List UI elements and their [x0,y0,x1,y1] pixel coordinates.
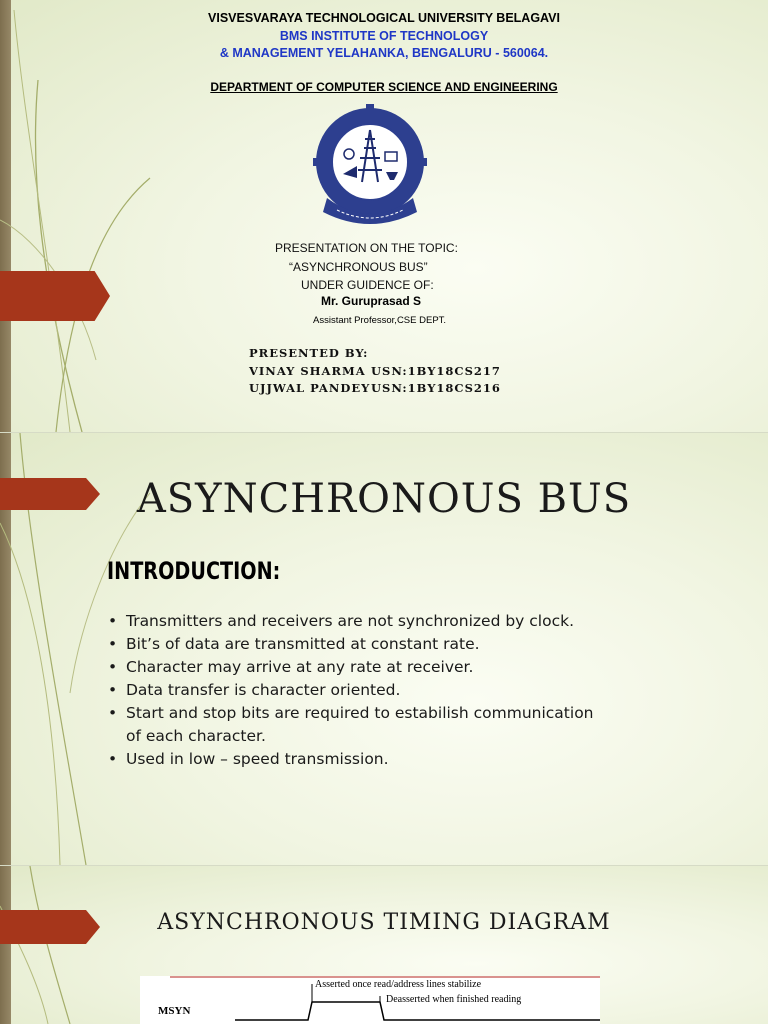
university-name: VISVESVARAYA TECHNOLOGICAL UNIVERSITY BELAGAVI [208,11,560,25]
institute-name: BMS INSTITUTE OF TECHNOLOGY [279,29,489,43]
list-item: • Used in low – speed transmission. [108,748,608,771]
diagram-annotation: Deasserted when finished reading [386,994,522,1005]
topic-intro: PRESENTATION ON THE TOPIC: [275,241,458,255]
accent-arrow [0,271,110,321]
presenter-usn: USN:1BY18CS217 [371,364,501,378]
presenter-row [249,381,499,395]
list-item: • Bit’s of data are transmitted at constant rate. [108,633,608,656]
section-heading: INTRODUCTION: [107,557,281,585]
list-item: • Character may arrive at any rate at receiver. [108,656,608,679]
college-emblem-icon [313,104,427,226]
list-item: • Transmitters and receivers are not synchronized by clock. [108,610,608,633]
diagram-annotation: Asserted once read/address lines stabilize [315,979,482,990]
decorative-swirls [0,866,160,1024]
bullet-list [108,610,608,771]
presenter-name: UJJWAL PANDEY [249,381,371,395]
timing-diagram [140,976,600,1024]
slide-title: ASYNCHRONOUS BUS [136,476,632,522]
topic-title: “ASYNCHRONOUS BUS” [289,260,428,274]
list-item: • Start and stop bits are required to estabilish communication of each character. [108,702,608,748]
list-item: • Data transfer is character oriented. [108,679,608,702]
signal-label: MSYN [158,1005,191,1017]
decorative-swirls [0,0,160,432]
institute-address: & MANAGEMENT YELAHANKA, BENGALURU - 560064. [219,46,549,60]
guide-designation: Assistant Professor,CSE DEPT. [313,315,447,326]
presenter-name: VINAY SHARMA [249,364,366,378]
department-name: DEPARTMENT OF COMPUTER SCIENCE AND ENGINEERING [210,80,558,94]
title-slide [0,0,768,432]
slide-title: ASYNCHRONOUS TIMING DIAGRAM [157,910,611,935]
presenter-row [249,364,499,378]
guide-name: Mr. Guruprasad S [321,294,422,308]
guidance-label: UNDER GUIDENCE OF: [301,278,434,292]
presented-by-label: PRESENTED BY: [249,346,369,360]
presenter-usn: USN:1BY18CS216 [371,381,501,395]
